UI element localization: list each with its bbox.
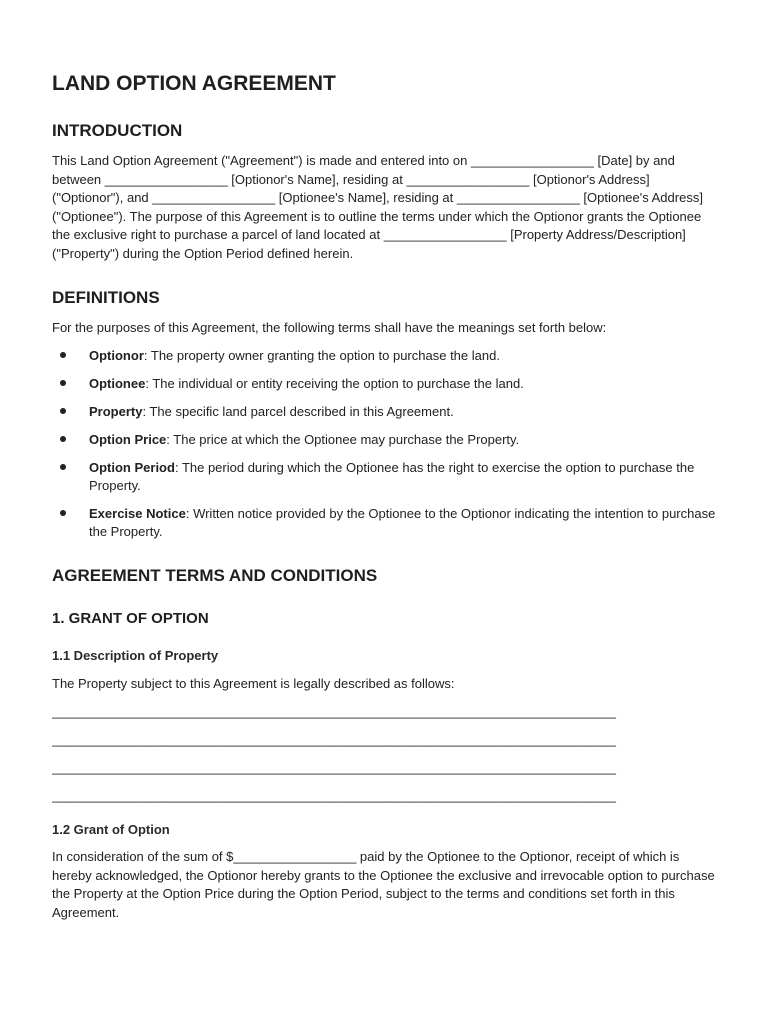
definition-item <box>52 347 720 365</box>
definition-text: : The price at which the Optionee may purchase the Property. <box>166 431 520 447</box>
introduction-heading: INTRODUCTION <box>52 121 183 140</box>
definition-term: Option Period <box>89 459 175 475</box>
agreement-terms-heading: AGREEMENT TERMS AND CONDITIONS <box>52 565 378 585</box>
legal-description-blank-line: ______________________________________________________________________________ <box>52 760 616 775</box>
bullet-icon <box>60 464 66 470</box>
bullet-icon <box>60 380 66 386</box>
bullet-icon <box>60 510 66 516</box>
definition-text: : The specific land parcel described in this Agreement. <box>142 403 454 419</box>
grant-of-option-heading: 1. GRANT OF OPTION <box>52 609 209 627</box>
legal-description-blank-line: ______________________________________________________________________________ <box>52 704 616 719</box>
definition-item <box>52 431 720 449</box>
definition-text: : Written notice provided by the Optionee to the Optionor indicating the intention to purchase the Property. <box>89 505 716 539</box>
grant-of-option-paragraph: In consideration of the sum of $_________________ paid by the Optionee to the Optionor, receipt of which is hereby acknowledged, the Optionor hereby grants to the Optionee the exclusive and irrevocable option to purchase the Property at the Option Price during the Option Period, subject to the terms and conditions set forth in this Agreement. <box>52 849 715 920</box>
grant-of-option-subheading: 1.2 Grant of Option <box>52 822 170 837</box>
definition-item <box>52 505 720 541</box>
definition-item <box>52 459 720 495</box>
definitions-intro: For the purposes of this Agreement, the following terms shall have the meanings set forth below: <box>52 320 607 335</box>
definition-text: : The property owner granting the option to purchase the land. <box>143 347 500 363</box>
introduction-paragraph: This Land Option Agreement ("Agreement") is made and entered into on _________________ [Date] by and between _________________ [Optionor's Name], residing at _________________ [Optionor's Address] ("Optionor"), and _________________ [Optionee's Name], residing at _________________ [Optionee's Address] ("Optionee"). The purpose of this Agreement is to outline the terms under which the Optionor grants the Optionee the exclusive right to purchase a parcel of land located at _________________ [Property Address/Description] ("Property") during the Option Period defined herein. <box>52 153 703 261</box>
definition-text: : The period during which the Optionee has the right to exercise the option to purchase the Property. <box>89 459 695 493</box>
description-of-property-heading: 1.1 Description of Property <box>52 647 219 663</box>
definition-item <box>52 403 720 421</box>
bullet-icon <box>60 408 66 414</box>
bullet-icon <box>60 436 66 442</box>
definition-item <box>52 375 720 393</box>
legal-description-blank-line: ______________________________________________________________________________ <box>52 788 616 803</box>
definitions-heading: DEFINITIONS <box>52 288 160 307</box>
document-page <box>52 70 720 922</box>
definition-term: Optionor <box>89 347 144 363</box>
legal-description-blank-line: ______________________________________________________________________________ <box>52 732 616 747</box>
bullet-icon <box>60 352 66 358</box>
definition-term: Property <box>89 403 143 419</box>
definition-term: Exercise Notice <box>89 505 186 521</box>
definition-term: Optionee <box>89 375 146 391</box>
definition-term: Option Price <box>89 431 167 447</box>
document-title: LAND OPTION AGREEMENT <box>52 72 336 95</box>
definition-text: : The individual or entity receiving the option to purchase the land. <box>145 375 524 391</box>
description-of-property-text: The Property subject to this Agreement is legally described as follows: <box>52 675 455 691</box>
definitions-list <box>52 347 720 541</box>
legal-description-blanks <box>52 703 720 805</box>
